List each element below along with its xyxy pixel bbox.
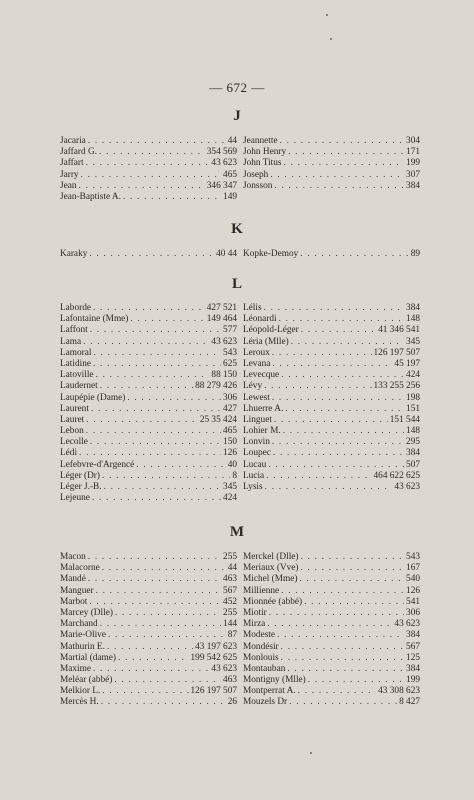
index-entry: Miotir . . . 306 <box>243 608 420 619</box>
index-entry: Lejeune . . . 424 <box>60 493 237 504</box>
index-entry: Lucia . . . 464 622 625 <box>243 471 420 482</box>
section-letter-k: K <box>231 221 243 237</box>
page-number: — 672 — <box>209 80 265 95</box>
index-entry: Marcey (Dlle) . . . 255 <box>60 608 237 619</box>
index-entry: Marie-Olive . . . 87 <box>60 630 237 641</box>
index-entry: Latidine . . . 625 <box>60 359 237 370</box>
index-entry: Meriaux (Vve) . . . 167 <box>243 563 420 574</box>
index-entry: Leroux . . . 126 197 507 <box>243 348 420 359</box>
index-entry: Montperrat A. . . . 43 308 623 <box>243 686 420 697</box>
index-entry: Lecolle . . . 150 <box>60 437 237 448</box>
index-entry: Léria (Mlle) . . . 345 <box>243 337 420 348</box>
index-entry: Jarry . . . 465 <box>60 170 237 181</box>
index-entry: Melkior L. . . . 126 197 507 <box>60 686 237 697</box>
index-entry: Lonvin . . . 295 <box>243 437 420 448</box>
index-entry: Joseph . . . 307 <box>243 170 420 181</box>
index-entry: Levana . . . 45 197 <box>243 359 420 370</box>
paper-speck <box>310 752 312 754</box>
index-entry: Kopke-Demoy . . . 89 <box>243 249 420 260</box>
index-entry: Michel (Mme) . . . 540 <box>243 574 420 585</box>
index-entry: Montauban . . . 384 <box>243 664 420 675</box>
index-entry: Macon . . . 255 <box>60 552 237 563</box>
index-entry: Millienne . . . 126 <box>243 586 420 597</box>
index-entry: Jacaria . . . 44 <box>60 136 237 147</box>
index-entry: Lhuerre A. . . . 151 <box>243 404 420 415</box>
index-entry: Lévy . . . 133 255 256 <box>243 381 420 392</box>
index-entry: Léopold-Léger . . . 41 346 541 <box>243 325 420 336</box>
index-entry: Malacorne . . . 44 <box>60 563 237 574</box>
index-entry: Lédi . . . 126 <box>60 448 237 459</box>
index-entry: Marbot . . . 452 <box>60 597 237 608</box>
index-entry: Loupec . . . 384 <box>243 448 420 459</box>
index-entry: John Titus . . . 199 <box>243 158 420 169</box>
section-letter-m: M <box>229 524 245 540</box>
index-entry: Marchand . . . 144 <box>60 619 237 630</box>
left-column <box>60 303 237 504</box>
index-entry: Merckel (Dlle) . . . 543 <box>243 552 420 563</box>
right-column <box>243 136 420 203</box>
section-l-entries <box>60 303 420 504</box>
index-entry: Jeannette . . . 304 <box>243 136 420 147</box>
index-entry: Latoville . . . 88 150 <box>60 370 237 381</box>
index-entry: Mathurin E. . . . 43 197 623 <box>60 642 237 653</box>
index-entry: Mercès H. . . . 26 <box>60 697 237 708</box>
index-entry: Jean . . . 346 347 <box>60 181 237 192</box>
index-entry: Monlouis . . . 125 <box>243 653 420 664</box>
index-entry: Mionnée (abbé) . . . 541 <box>243 597 420 608</box>
index-entry: Jaffard G. . . . 354 569 <box>60 147 237 158</box>
section-k-entries <box>60 249 420 260</box>
section-m-entries <box>60 552 420 709</box>
right-column <box>243 552 420 709</box>
left-column <box>60 552 237 709</box>
index-entry: Lewest . . . 198 <box>243 393 420 404</box>
index-entry: Léger J.-B. . . . 345 <box>60 482 237 493</box>
left-column <box>60 136 237 203</box>
index-entry: Lebon . . . 465 <box>60 426 237 437</box>
index-entry: Montigny (Mlle) . . . 199 <box>243 675 420 686</box>
index-entry: Lucau . . . 507 <box>243 460 420 471</box>
index-entry: Laudernet . . . 88 279 426 <box>60 381 237 392</box>
index-entry: Jean-Baptiste A. . . . 149 <box>60 192 237 203</box>
index-entry: Mirza . . . 43 623 <box>243 619 420 630</box>
index-entry: John Henry . . . 171 <box>243 147 420 158</box>
right-column <box>243 303 420 504</box>
index-entry: Manguer . . . 567 <box>60 586 237 597</box>
index-entry: Meléar (abbé) . . . 463 <box>60 675 237 686</box>
index-entry: Laupépie (Dame) . . . 306 <box>60 393 237 404</box>
index-entry: Mondésir . . . 567 <box>243 642 420 653</box>
index-entry: Martial (dame) . . . 199 542 625 <box>60 653 237 664</box>
paper-speck <box>330 38 332 40</box>
section-letter-l: L <box>231 276 242 292</box>
index-entry: Karaky . . . 40 44 <box>60 249 237 260</box>
index-entry: Lélis . . . 384 <box>243 303 420 314</box>
index-entry: Jaffart . . . 43 623 <box>60 158 237 169</box>
section-j-entries <box>60 136 420 203</box>
paper-speck <box>326 14 328 16</box>
index-entry: Léger (Dr) . . . 8 <box>60 471 237 482</box>
index-entry: Léonardi . . . 148 <box>243 314 420 325</box>
index-entry: Modeste . . . 384 <box>243 630 420 641</box>
index-entry: Maxime . . . 43 623 <box>60 664 237 675</box>
index-entry: Lafontaine (Mme) . . . 149 464 <box>60 314 237 325</box>
index-entry: Lauret . . . 25 35 424 <box>60 415 237 426</box>
index-entry: Lamoral . . . 543 <box>60 348 237 359</box>
left-column <box>60 249 237 260</box>
index-entry: Laurent . . . 427 <box>60 404 237 415</box>
index-entry: Lohier M. . . . 148 <box>243 426 420 437</box>
index-entry: Laffont . . . 577 <box>60 325 237 336</box>
index-entry: Lysis . . . 43 623 <box>243 482 420 493</box>
right-column <box>243 249 420 260</box>
index-entry: Jonsson . . . 384 <box>243 181 420 192</box>
index-entry: Levecque . . . 424 <box>243 370 420 381</box>
index-entry: Mandé . . . 463 <box>60 574 237 585</box>
index-entry: Linguet . . . 151 544 <box>243 415 420 426</box>
index-entry: Laborde . . . 427 521 <box>60 303 237 314</box>
index-entry: Lefebvre-d'Argencé . . . 40 <box>60 460 237 471</box>
section-letter-j: J <box>233 108 241 124</box>
index-entry: Mouzels Dr . . . 8 427 <box>243 697 420 708</box>
index-entry: Lama . . . 43 623 <box>60 337 237 348</box>
